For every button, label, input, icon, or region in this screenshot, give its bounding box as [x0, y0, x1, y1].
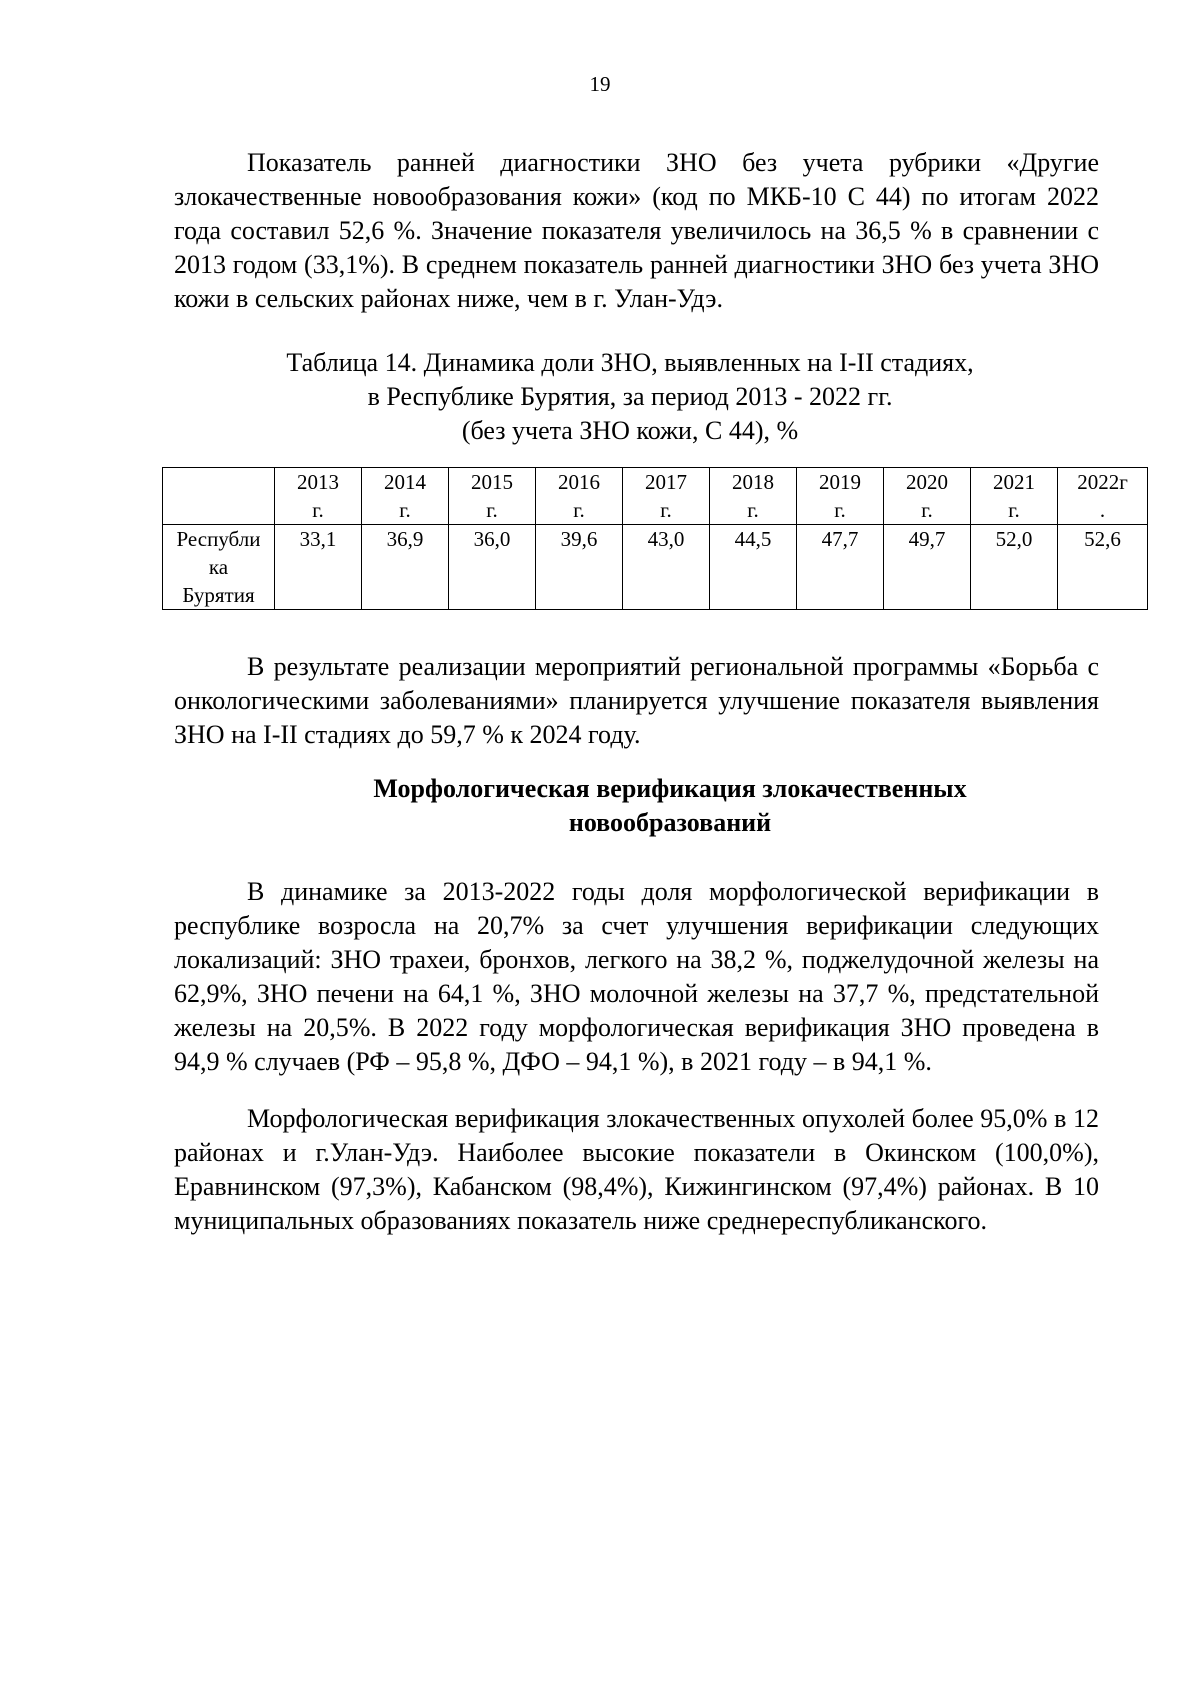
table-value-cell: 49,7 [884, 525, 971, 610]
header-year-unit: г. [573, 498, 585, 522]
table-value-cell: 36,9 [362, 525, 449, 610]
section-heading [0, 772, 1200, 840]
header-year-unit: г. [834, 498, 846, 522]
stage-detection-table [162, 467, 1148, 610]
table-value-cell: 39,6 [536, 525, 623, 610]
table-value-cell: 36,0 [449, 525, 536, 610]
row-label-line: ка [208, 555, 229, 579]
table-caption-line-1: Таблица 14. Динамика доли ЗНО, выявленных на I-II стадиях, [286, 348, 974, 377]
table-header-cell [1058, 468, 1148, 525]
paragraph-regional-program: В результате реализации мероприятий региональной программы «Борьба с онкологическими заболеваниями» планируется улучшение показателя выявления ЗНО на I-II стадиях до 59,7 % к 2024 году. [174, 652, 1099, 749]
table-value-cell: 33,1 [275, 525, 362, 610]
table-value-cell: 52,6 [1058, 525, 1148, 610]
table-caption-line-2: в Республике Бурятия, за период 2013 - 2022 гг. [367, 382, 893, 411]
header-year: 2022г [1077, 470, 1128, 494]
table-header-cell [710, 468, 797, 525]
paragraph-early-diagnostics: Показатель ранней диагностики ЗНО без учета рубрики «Другие злокачественные новообразования кожи» (код по МКБ-10 С 44) по итогам 2022 года составил 52,6 %. Значение показателя увеличилось на 36,5 % в сравнении с 2013 годом (33,1%). В среднем показатель ранней диагностики ЗНО без учета ЗНО кожи в сельских районах ниже, чем в г. Улан-Удэ. [174, 148, 1099, 313]
table-value-cell: 52,0 [971, 525, 1058, 610]
header-year: 2014 [384, 470, 426, 494]
header-year-unit: г. [399, 498, 411, 522]
paragraph-verification-districts: Морфологическая верификация злокачественных опухолей более 95,0% в 12 районах и г.Улан-Удэ. Наиболее высокие показатели в Окинском (100,0%), Еравнинском (97,3%), Кабанском (98,4%), Кижингинском (97,4%) районах. В 10 муниципальных образованиях показатель ниже среднереспубликанского. [174, 1104, 1099, 1235]
header-year: 2013 [297, 470, 339, 494]
header-year: 2016 [558, 470, 600, 494]
table-header-cell [797, 468, 884, 525]
header-year: 2018 [732, 470, 774, 494]
header-year-unit: г. [747, 498, 759, 522]
table-header-cell [449, 468, 536, 525]
section-heading-line-2: новообразований [568, 808, 772, 837]
table-header-cell [362, 468, 449, 525]
table-value-cell: 44,5 [710, 525, 797, 610]
row-label-cell [163, 525, 275, 610]
table-caption-line-3: (без учета ЗНО кожи, С 44), % [461, 416, 799, 445]
paragraph-verification-dynamics: В динамике за 2013-2022 годы доля морфологической верификации в республике возросла на 20,7% за счет улучшения верификации следующих локализаций: ЗНО трахеи, бронхов, легкого на 38,2 %, поджелудочной железы на 62,9%, ЗНО печени на 64,1 %, ЗНО молочной железы на 37,7 %, предстательной железы на 20,5%. В 2022 году морфологическая верификация ЗНО проведена в 94,9 % случаев (РФ – 95,8 %, ДФО – 94,1 %), в 2021 году – в 94,1 %. [174, 877, 1099, 1076]
table-value-cell: 47,7 [797, 525, 884, 610]
table-value-cell: 43,0 [623, 525, 710, 610]
header-year-unit: г. [312, 498, 324, 522]
header-year: 2019 [819, 470, 861, 494]
table-header-cell [623, 468, 710, 525]
table-header-cell [536, 468, 623, 525]
table-caption [0, 346, 1200, 448]
table-row [163, 525, 1148, 610]
row-label-line: Республи [176, 527, 261, 551]
header-year-unit: г. [486, 498, 498, 522]
header-year-unit: . [1099, 498, 1106, 522]
header-year: 2017 [645, 470, 687, 494]
table-header-row [163, 468, 1148, 525]
page-number: 19 [589, 72, 611, 96]
header-year: 2020 [906, 470, 948, 494]
table-header-empty-cell [163, 468, 275, 525]
header-year-unit: г. [1008, 498, 1020, 522]
header-year-unit: г. [921, 498, 933, 522]
section-heading-line-1: Морфологическая верификация злокачественных [373, 774, 967, 803]
table-header-cell [971, 468, 1058, 525]
header-year: 2015 [471, 470, 513, 494]
header-year-unit: г. [660, 498, 672, 522]
table-header-cell [884, 468, 971, 525]
table-header-cell [275, 468, 362, 525]
header-year: 2021 [993, 470, 1035, 494]
row-label-line: Бурятия [182, 583, 255, 607]
